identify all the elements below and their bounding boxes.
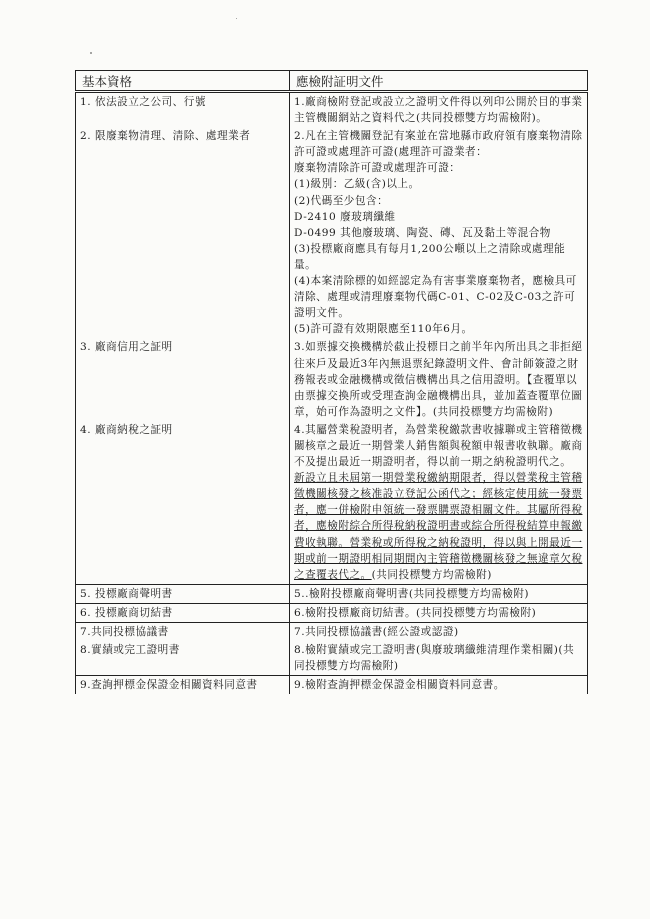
table-row <box>76 641 588 676</box>
qualification-cell: 2. 限廢棄物清理、清除、處理業者 <box>76 127 290 338</box>
waste-code: D-2410 廢玻璃纖維 <box>294 210 396 223</box>
table-header-row <box>76 71 588 92</box>
document-cell: 1.廠商檢附登記或設立之證明文件得以列印公開於目的事業主管機關網站之資料代之(共同投標雙方均需檢附)。 <box>290 92 588 128</box>
doc-text: 4.其屬營業稅證明者，為營業稅繳款書收據聯或主管稽徵機關核章之最近一期營業人銷售額與稅額申報書收執聯。廠商不及提出最近一期證明者，得以前一期之納稅證明代之。 <box>294 423 583 469</box>
header-required-documents: 應檢附証明文件 <box>290 71 588 92</box>
table-row <box>76 338 588 420</box>
doc-text: 2.凡在主管機關登記有案並在當地縣市政府領有廢棄物清除許可證或處理許可證(處理許可證業者： <box>294 130 583 159</box>
qualification-cell: 1. 依法設立之公司、行號 <box>76 92 290 128</box>
doc-text: 廢棄物清除許可證或處理許可證： <box>294 162 461 175</box>
qualification-cell: 9.查詢押標金保證金相關資料同意書 <box>76 676 290 695</box>
scan-speck <box>90 52 92 54</box>
document-cell: 8.檢附實績或完工證明書(與廢玻璃纖維清理作業相關)(共同投標雙方均需檢附) <box>290 641 588 676</box>
qualification-cell: 4. 廠商納稅之証明 <box>76 421 290 584</box>
table-row <box>76 603 588 622</box>
doc-item: (5)許可證有效期限應至110年6月。 <box>294 323 473 336</box>
qualification-cell: 6. 投標廠商切結書 <box>76 603 290 622</box>
document-cell: 5..檢附投標廠商聲明書(共同投標雙方均需檢附) <box>290 584 588 603</box>
qualification-cell: 5. 投標廠商聲明書 <box>76 584 290 603</box>
doc-item: (3)投標廠商應具有每月1,200公噸以上之清除或處理能量。 <box>294 242 566 271</box>
document-cell: 3.如票據交換機構於截止投標日之前半年內所出具之非拒絕往來戶及最近3年內無退票紀錄證明文件、會計師簽證之財務報表或金融機構或徵信機構出具之信用證明。【查覆單以由票據交換所或受理查詢金融機構出具，並加蓋查覆單位圖章，始可作為證明之文件】。(共同投標雙方均需檢附) <box>290 338 588 420</box>
document-cell: 6.檢附投標廠商切結書。(共同投標雙方均需檢附) <box>290 603 588 622</box>
doc-note: (共同投標雙方均需檢附) <box>371 568 492 581</box>
doc-item: (4)本案清除標的如經認定為有害事業廢棄物者，應檢具可清除、處理或清理廢棄物代碼C-01、C-02及C-03之許可證明文件。 <box>294 275 577 320</box>
document-cell: 9.檢附查詢押標金保證金相關資料同意書。 <box>290 676 588 695</box>
document-cell <box>290 421 588 584</box>
doc-item: (2)代碼至少包含： <box>294 194 389 207</box>
waste-code: D-0499 其他廢玻璃、陶瓷、磚、瓦及黏土等混合物 <box>294 226 551 239</box>
qualification-cell: 7.共同投標協議書 <box>76 623 290 642</box>
qualification-table <box>75 70 588 694</box>
underlined-text: 新設立且未屆第一期營業稅繳納期限者，得以營業稅主管稽徵機關核發之核准設立登記公函代之；經核定使用統一發票者，應一併檢附申領統一發票購票證相關文件。其屬所得稅者，應檢附綜合所得稅納稅證明書或綜合所得稅結算申報繳費收執聯。營業稅或所得稅之納稅證明，得以與上開最近一期或前一期證明相同期間內主管稽徵機關核發之無違章欠稅之查覆表代之。 <box>294 472 583 581</box>
document-cell <box>290 127 588 338</box>
table-row <box>76 676 588 695</box>
document-cell: 7.共同投標協議書(經公證或認證) <box>290 623 588 642</box>
table-row <box>76 623 588 642</box>
qualification-cell: 3. 廠商信用之証明 <box>76 338 290 420</box>
scan-speck <box>236 18 237 19</box>
doc-item: (1)級別：乙級(含)以上。 <box>294 178 420 191</box>
qualification-cell: 8.實績或完工證明書 <box>76 641 290 676</box>
table-row <box>76 584 588 603</box>
table-row <box>76 92 588 128</box>
table-row <box>76 421 588 584</box>
header-basic-qualification: 基本資格 <box>76 71 290 92</box>
table-row <box>76 127 588 338</box>
